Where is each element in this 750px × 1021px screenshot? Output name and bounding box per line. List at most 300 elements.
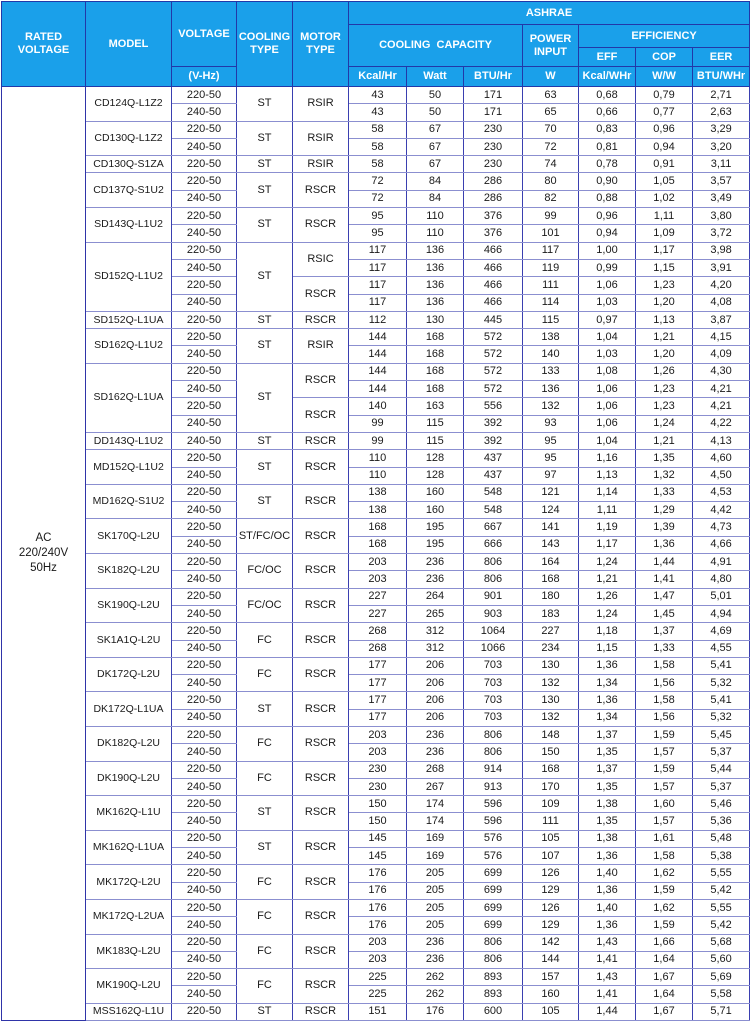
power-cell: 80 — [523, 173, 579, 190]
table-row — [2, 692, 750, 709]
cooling-type-cell: ST — [237, 363, 293, 432]
model-cell: SD162Q-L1U2 — [86, 329, 172, 364]
eer-cell: 5,68 — [693, 934, 750, 951]
power-cell: 99 — [523, 208, 579, 225]
voltage-cell: 240-50 — [172, 744, 237, 761]
header-power-input: POWER INPUT — [523, 25, 579, 67]
kcal-cell: 177 — [349, 657, 407, 674]
cop-cell: 1,57 — [636, 778, 693, 795]
watt-cell: 267 — [407, 778, 464, 795]
table-row — [2, 1003, 750, 1020]
watt-cell: 128 — [407, 467, 464, 484]
eff-cell: 0,88 — [579, 190, 636, 207]
power-cell: 82 — [523, 190, 579, 207]
kcal-cell: 177 — [349, 692, 407, 709]
eer-cell: 4,73 — [693, 519, 750, 536]
eer-cell: 4,21 — [693, 398, 750, 415]
btu-cell: 556 — [464, 398, 523, 415]
watt-cell: 265 — [407, 605, 464, 622]
btu-cell: 230 — [464, 156, 523, 173]
voltage-cell: 240-50 — [172, 381, 237, 398]
voltage-cell: 240-50 — [172, 138, 237, 155]
eer-cell: 4,20 — [693, 277, 750, 294]
cop-cell: 1,44 — [636, 554, 693, 571]
model-cell: SD152Q-L1UA — [86, 311, 172, 328]
header-unit-btu: BTU/Hr — [464, 67, 523, 87]
kcal-cell: 176 — [349, 899, 407, 916]
power-cell: 74 — [523, 156, 579, 173]
eer-cell: 5,41 — [693, 657, 750, 674]
eer-cell: 4,42 — [693, 502, 750, 519]
model-cell: SK182Q-L2U — [86, 554, 172, 589]
cooling-type-cell: ST — [237, 1003, 293, 1020]
rated-voltage-line: 220/240V — [18, 547, 69, 560]
header-cooling-type: COOLING TYPE — [237, 2, 293, 87]
eer-cell: 4,30 — [693, 363, 750, 380]
power-cell: 133 — [523, 363, 579, 380]
eff-cell: 1,37 — [579, 761, 636, 778]
cooling-type-cell: FC — [237, 623, 293, 658]
eer-cell: 5,60 — [693, 951, 750, 968]
kcal-cell: 117 — [349, 294, 407, 311]
watt-cell: 195 — [407, 536, 464, 553]
eer-cell: 5,44 — [693, 761, 750, 778]
power-cell: 111 — [523, 277, 579, 294]
eff-cell: 1,36 — [579, 917, 636, 934]
kcal-cell: 58 — [349, 121, 407, 138]
watt-cell: 206 — [407, 692, 464, 709]
btu-cell: 576 — [464, 848, 523, 865]
kcal-cell: 230 — [349, 778, 407, 795]
eff-cell: 1,38 — [579, 796, 636, 813]
eer-cell: 5,58 — [693, 986, 750, 1003]
kcal-cell: 117 — [349, 259, 407, 276]
watt-cell: 110 — [407, 208, 464, 225]
table-row — [2, 865, 750, 882]
btu-cell: 171 — [464, 87, 523, 104]
voltage-cell: 240-50 — [172, 294, 237, 311]
kcal-cell: 117 — [349, 242, 407, 259]
voltage-cell: 240-50 — [172, 571, 237, 588]
cop-cell: 1,39 — [636, 519, 693, 536]
btu-cell: 914 — [464, 761, 523, 778]
cop-cell: 1,37 — [636, 623, 693, 640]
motor-type-cell: RSCR — [293, 899, 349, 934]
cop-cell: 1,15 — [636, 259, 693, 276]
voltage-cell: 240-50 — [172, 502, 237, 519]
cooling-type-cell: FC — [237, 761, 293, 796]
eer-cell: 5,45 — [693, 726, 750, 743]
eer-cell: 3,80 — [693, 208, 750, 225]
btu-cell: 806 — [464, 951, 523, 968]
power-cell: 157 — [523, 969, 579, 986]
model-cell: SK190Q-L2U — [86, 588, 172, 623]
cooling-type-cell: ST — [237, 432, 293, 449]
btu-cell: 806 — [464, 726, 523, 743]
kcal-cell: 112 — [349, 311, 407, 328]
voltage-cell: 220-50 — [172, 311, 237, 328]
kcal-cell: 140 — [349, 398, 407, 415]
eer-cell: 4,94 — [693, 605, 750, 622]
eer-cell: 5,42 — [693, 882, 750, 899]
eff-cell: 1,03 — [579, 294, 636, 311]
eff-cell: 0,78 — [579, 156, 636, 173]
voltage-cell: 240-50 — [172, 813, 237, 830]
power-cell: 168 — [523, 761, 579, 778]
eer-cell: 5,71 — [693, 1003, 750, 1020]
cop-cell: 1,20 — [636, 346, 693, 363]
table-row — [2, 484, 750, 501]
watt-cell: 168 — [407, 346, 464, 363]
btu-cell: 230 — [464, 121, 523, 138]
motor-type-cell: RSCR — [293, 726, 349, 761]
table-row — [2, 830, 750, 847]
power-cell: 63 — [523, 87, 579, 104]
btu-cell: 806 — [464, 744, 523, 761]
power-cell: 132 — [523, 398, 579, 415]
table-row — [2, 156, 750, 173]
motor-type-cell: RSCR — [293, 623, 349, 658]
voltage-cell: 240-50 — [172, 917, 237, 934]
watt-cell: 84 — [407, 190, 464, 207]
eer-cell: 4,50 — [693, 467, 750, 484]
eer-cell: 5,32 — [693, 675, 750, 692]
kcal-cell: 176 — [349, 917, 407, 934]
model-cell: MK183Q-L2U — [86, 934, 172, 969]
power-cell: 168 — [523, 571, 579, 588]
eff-cell: 1,34 — [579, 709, 636, 726]
cop-cell: 1,67 — [636, 1003, 693, 1020]
header-unit-eff: Kcal/WHr — [579, 67, 636, 87]
cop-cell: 1,59 — [636, 882, 693, 899]
eer-cell: 5,69 — [693, 969, 750, 986]
voltage-cell: 240-50 — [172, 415, 237, 432]
model-cell: DK182Q-L2U — [86, 726, 172, 761]
kcal-cell: 110 — [349, 467, 407, 484]
table-row — [2, 432, 750, 449]
header-eff: EFF — [579, 48, 636, 67]
btu-cell: 466 — [464, 277, 523, 294]
voltage-cell: 220-50 — [172, 156, 237, 173]
eff-cell: 1,16 — [579, 450, 636, 467]
table-row — [2, 121, 750, 138]
eff-cell: 0,97 — [579, 311, 636, 328]
cooling-type-cell: ST — [237, 329, 293, 364]
table-row — [2, 87, 750, 104]
kcal-cell: 203 — [349, 554, 407, 571]
btu-cell: 806 — [464, 934, 523, 951]
model-cell: MK172Q-L2U — [86, 865, 172, 900]
kcal-cell: 43 — [349, 104, 407, 121]
voltage-cell: 240-50 — [172, 104, 237, 121]
eer-cell: 3,98 — [693, 242, 750, 259]
kcal-cell: 268 — [349, 640, 407, 657]
eff-cell: 1,35 — [579, 744, 636, 761]
kcal-cell: 144 — [349, 381, 407, 398]
eff-cell: 1,35 — [579, 813, 636, 830]
watt-cell: 160 — [407, 484, 464, 501]
table-row — [2, 519, 750, 536]
eff-cell: 1,36 — [579, 848, 636, 865]
btu-cell: 703 — [464, 657, 523, 674]
voltage-cell: 220-50 — [172, 796, 237, 813]
model-cell: SD143Q-L1U2 — [86, 208, 172, 243]
watt-cell: 176 — [407, 1003, 464, 1020]
watt-cell: 205 — [407, 882, 464, 899]
power-cell: 129 — [523, 917, 579, 934]
cooling-type-cell: ST — [237, 242, 293, 311]
btu-cell: 666 — [464, 536, 523, 553]
table-row — [2, 623, 750, 640]
watt-cell: 84 — [407, 173, 464, 190]
eer-cell: 5,46 — [693, 796, 750, 813]
power-cell: 105 — [523, 830, 579, 847]
eer-cell: 4,60 — [693, 450, 750, 467]
kcal-cell: 99 — [349, 415, 407, 432]
eer-cell: 5,38 — [693, 848, 750, 865]
power-cell: 183 — [523, 605, 579, 622]
header-model: MODEL — [86, 2, 172, 87]
voltage-cell: 220-50 — [172, 173, 237, 190]
motor-type-cell: RSIR — [293, 121, 349, 156]
table-row — [2, 796, 750, 813]
eff-cell: 1,43 — [579, 934, 636, 951]
watt-cell: 174 — [407, 813, 464, 830]
power-cell: 126 — [523, 865, 579, 882]
btu-cell: 466 — [464, 294, 523, 311]
eer-cell: 4,53 — [693, 484, 750, 501]
kcal-cell: 203 — [349, 726, 407, 743]
watt-cell: 312 — [407, 640, 464, 657]
cop-cell: 0,96 — [636, 121, 693, 138]
cop-cell: 1,24 — [636, 415, 693, 432]
eff-cell: 1,18 — [579, 623, 636, 640]
header-motor-type: MOTOR TYPE — [293, 2, 349, 87]
model-cell: MSS162Q-L1U — [86, 1003, 172, 1020]
model-cell: SD152Q-L1U2 — [86, 242, 172, 311]
voltage-cell: 240-50 — [172, 225, 237, 242]
watt-cell: 168 — [407, 381, 464, 398]
cop-cell: 1,62 — [636, 899, 693, 916]
eff-cell: 1,11 — [579, 502, 636, 519]
power-cell: 138 — [523, 329, 579, 346]
watt-cell: 206 — [407, 657, 464, 674]
cop-cell: 0,94 — [636, 138, 693, 155]
table-row — [2, 208, 750, 225]
cooling-type-cell: ST — [237, 121, 293, 156]
eff-cell: 1,34 — [579, 675, 636, 692]
power-cell: 144 — [523, 951, 579, 968]
table-row — [2, 311, 750, 328]
header-voltage: VOLTAGE — [172, 2, 237, 67]
watt-cell: 268 — [407, 761, 464, 778]
power-cell: 105 — [523, 1003, 579, 1020]
power-cell: 72 — [523, 138, 579, 155]
watt-cell: 206 — [407, 675, 464, 692]
eff-cell: 1,36 — [579, 692, 636, 709]
power-cell: 164 — [523, 554, 579, 571]
voltage-cell: 220-50 — [172, 865, 237, 882]
watt-cell: 67 — [407, 138, 464, 155]
voltage-cell: 240-50 — [172, 605, 237, 622]
cop-cell: 1,35 — [636, 450, 693, 467]
eff-cell: 1,06 — [579, 277, 636, 294]
eer-cell: 3,72 — [693, 225, 750, 242]
eff-cell: 1,03 — [579, 346, 636, 363]
eer-cell: 5,37 — [693, 744, 750, 761]
kcal-cell: 176 — [349, 865, 407, 882]
cooling-type-cell: ST — [237, 87, 293, 122]
voltage-cell: 220-50 — [172, 363, 237, 380]
power-cell: 95 — [523, 450, 579, 467]
btu-cell: 703 — [464, 709, 523, 726]
cop-cell: 0,77 — [636, 104, 693, 121]
header-cooling-capacity: COOLING CAPACITY — [349, 25, 523, 67]
eff-cell: 0,96 — [579, 208, 636, 225]
table-row — [2, 657, 750, 674]
table-row — [2, 899, 750, 916]
power-cell: 234 — [523, 640, 579, 657]
voltage-cell: 240-50 — [172, 848, 237, 865]
voltage-cell: 240-50 — [172, 467, 237, 484]
cooling-type-cell: ST — [237, 796, 293, 831]
cooling-type-cell: FC — [237, 865, 293, 900]
power-cell: 130 — [523, 657, 579, 674]
eff-cell: 0,90 — [579, 173, 636, 190]
kcal-cell: 72 — [349, 173, 407, 190]
cop-cell: 1,11 — [636, 208, 693, 225]
voltage-cell: 220-50 — [172, 761, 237, 778]
cooling-type-cell: ST — [237, 208, 293, 243]
watt-cell: 206 — [407, 709, 464, 726]
table-row — [2, 329, 750, 346]
model-cell: MK162Q-L1U — [86, 796, 172, 831]
voltage-cell: 220-50 — [172, 657, 237, 674]
btu-cell: 703 — [464, 692, 523, 709]
motor-type-cell: RSCR — [293, 173, 349, 208]
table-row — [2, 173, 750, 190]
header-efficiency: EFFICIENCY — [579, 25, 750, 48]
kcal-cell: 95 — [349, 208, 407, 225]
btu-cell: 445 — [464, 311, 523, 328]
eff-cell: 1,38 — [579, 830, 636, 847]
motor-type-cell: RSCR — [293, 398, 349, 433]
cop-cell: 1,58 — [636, 848, 693, 865]
watt-cell: 110 — [407, 225, 464, 242]
kcal-cell: 168 — [349, 536, 407, 553]
motor-type-cell: RSCR — [293, 277, 349, 312]
cop-cell: 1,41 — [636, 571, 693, 588]
watt-cell: 50 — [407, 87, 464, 104]
eer-cell: 4,13 — [693, 432, 750, 449]
power-cell: 114 — [523, 294, 579, 311]
eer-cell: 4,69 — [693, 623, 750, 640]
kcal-cell: 150 — [349, 813, 407, 830]
cop-cell: 1,09 — [636, 225, 693, 242]
model-cell: SD162Q-L1UA — [86, 363, 172, 432]
power-cell: 70 — [523, 121, 579, 138]
eer-cell: 3,57 — [693, 173, 750, 190]
eer-cell: 5,48 — [693, 830, 750, 847]
model-cell: MK172Q-L2UA — [86, 899, 172, 934]
eer-cell: 3,91 — [693, 259, 750, 276]
btu-cell: 437 — [464, 450, 523, 467]
header-unit-eer: BTU/WHr — [693, 67, 750, 87]
header-unit-cop: W/W — [636, 67, 693, 87]
cop-cell: 1,57 — [636, 813, 693, 830]
table-row — [2, 726, 750, 743]
btu-cell: 376 — [464, 225, 523, 242]
motor-type-cell: RSCR — [293, 519, 349, 554]
eff-cell: 1,00 — [579, 242, 636, 259]
btu-cell: 392 — [464, 432, 523, 449]
table-row — [2, 242, 750, 259]
voltage-cell: 240-50 — [172, 778, 237, 795]
watt-cell: 205 — [407, 917, 464, 934]
power-cell: 97 — [523, 467, 579, 484]
btu-cell: 572 — [464, 329, 523, 346]
voltage-cell: 220-50 — [172, 208, 237, 225]
eff-cell: 1,06 — [579, 398, 636, 415]
btu-cell: 437 — [464, 467, 523, 484]
power-cell: 93 — [523, 415, 579, 432]
eff-cell: 1,35 — [579, 778, 636, 795]
cop-cell: 0,79 — [636, 87, 693, 104]
watt-cell: 160 — [407, 502, 464, 519]
model-cell: CD137Q-S1U2 — [86, 173, 172, 208]
power-cell: 130 — [523, 692, 579, 709]
eff-cell: 1,40 — [579, 899, 636, 916]
cooling-type-cell: ST — [237, 692, 293, 727]
btu-cell: 893 — [464, 969, 523, 986]
cooling-type-cell: FC — [237, 899, 293, 934]
voltage-cell: 240-50 — [172, 346, 237, 363]
cop-cell: 1,67 — [636, 969, 693, 986]
table-row — [2, 554, 750, 571]
eff-cell: 1,08 — [579, 363, 636, 380]
model-cell: CD130Q-S1ZA — [86, 156, 172, 173]
watt-cell: 168 — [407, 363, 464, 380]
cop-cell: 1,59 — [636, 726, 693, 743]
watt-cell: 205 — [407, 899, 464, 916]
eff-cell: 1,19 — [579, 519, 636, 536]
eer-cell: 3,29 — [693, 121, 750, 138]
table-row — [2, 588, 750, 605]
header-unit-watt: Watt — [407, 67, 464, 87]
cop-cell: 1,13 — [636, 311, 693, 328]
motor-type-cell: RSIR — [293, 329, 349, 364]
btu-cell: 901 — [464, 588, 523, 605]
power-cell: 132 — [523, 709, 579, 726]
btu-cell: 806 — [464, 571, 523, 588]
kcal-cell: 144 — [349, 346, 407, 363]
motor-type-cell: RSCR — [293, 796, 349, 831]
watt-cell: 168 — [407, 329, 464, 346]
cop-cell: 1,05 — [636, 173, 693, 190]
eff-cell: 1,15 — [579, 640, 636, 657]
watt-cell: 236 — [407, 726, 464, 743]
watt-cell: 115 — [407, 415, 464, 432]
kcal-cell: 227 — [349, 588, 407, 605]
cop-cell: 1,23 — [636, 398, 693, 415]
eer-cell: 3,20 — [693, 138, 750, 155]
kcal-cell: 110 — [349, 450, 407, 467]
eff-cell: 1,13 — [579, 467, 636, 484]
power-cell: 132 — [523, 675, 579, 692]
model-cell: DK172Q-L1UA — [86, 692, 172, 727]
motor-type-cell: RSIR — [293, 87, 349, 122]
power-cell: 180 — [523, 588, 579, 605]
